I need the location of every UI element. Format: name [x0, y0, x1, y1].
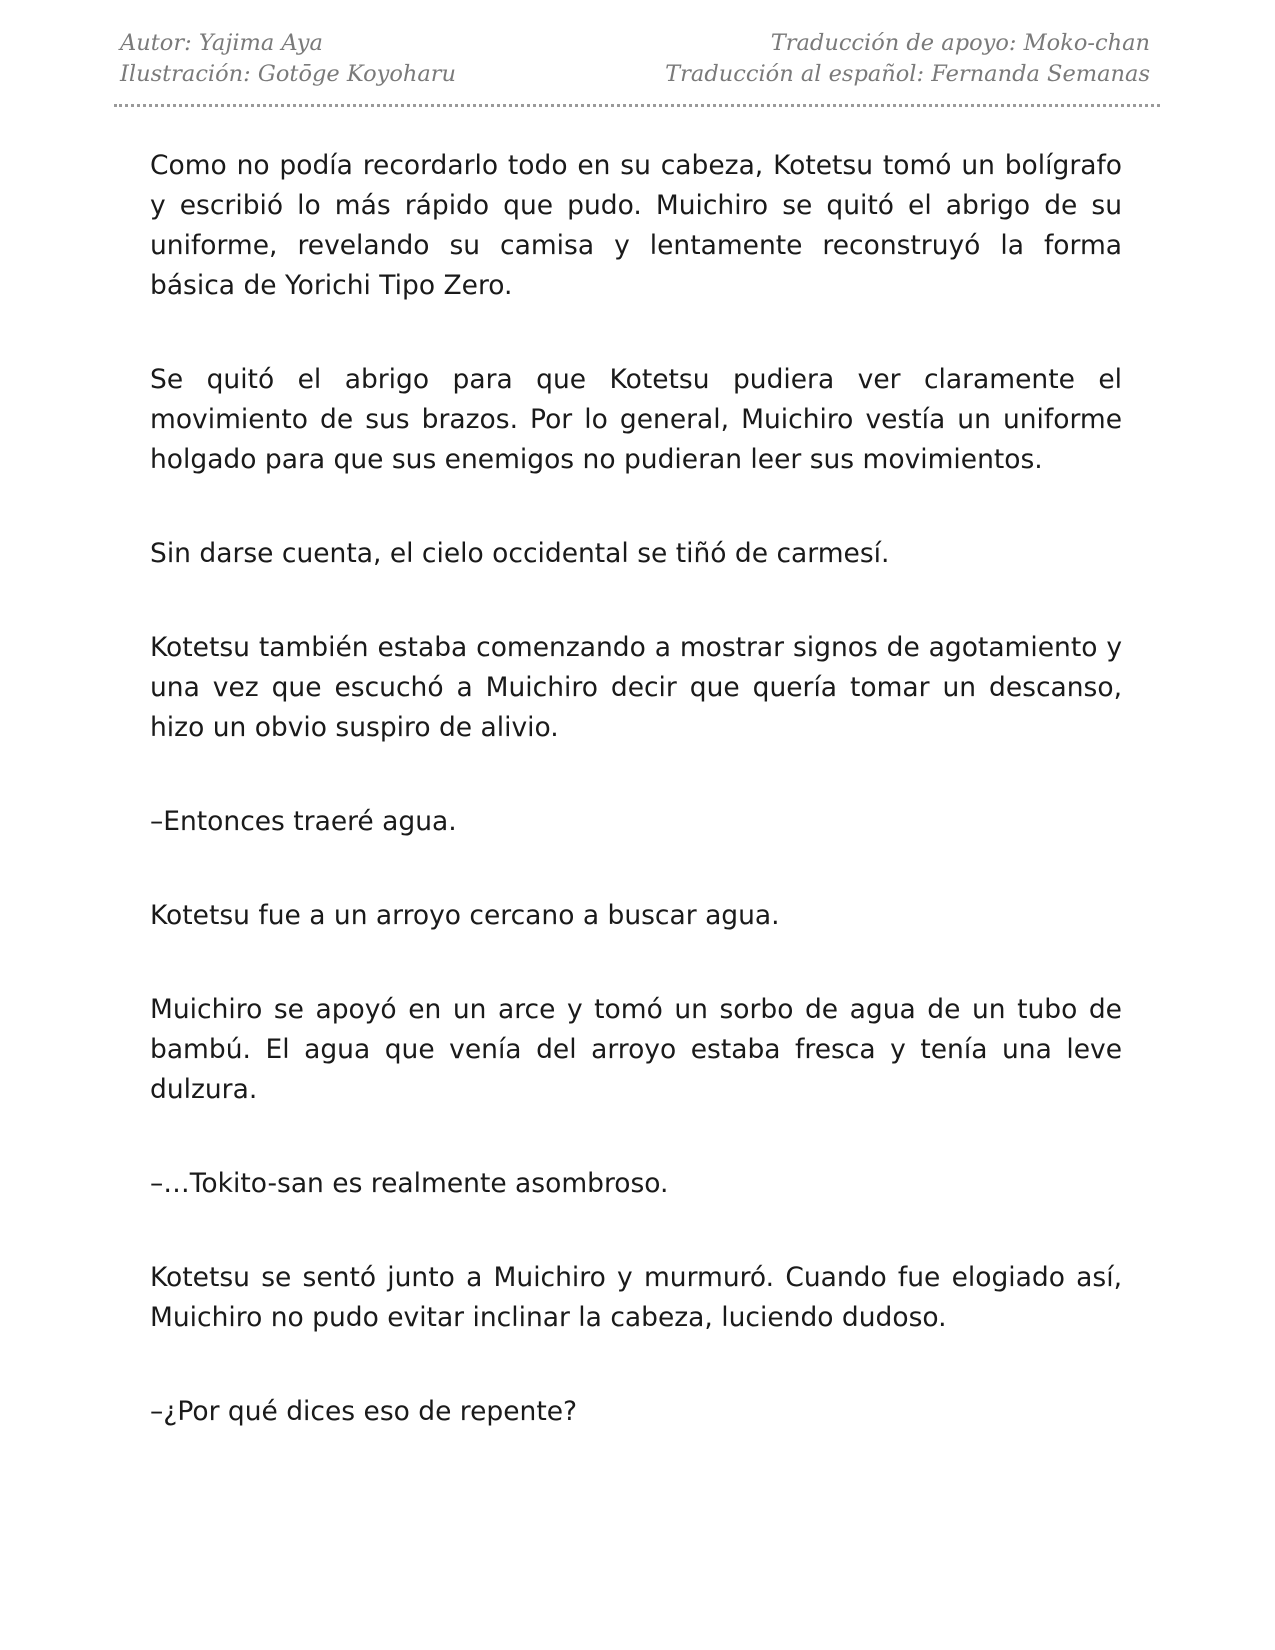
dialogue-line: –…Tokito-san es realmente asombroso. [150, 1168, 669, 1199]
paragraph: Como no podía recordarlo todo en su cabeza, Kotetsu tomó un bolígrafo y escribió lo más rápido que pudo. Muichiro se quitó el abrigo de su uniforme, revelando su camisa y lentamente reconstruyó la forma básica de Yorichi Tipo Zero. [150, 150, 1122, 301]
paragraph: Kotetsu fue a un arroyo cercano a buscar agua. [150, 900, 780, 931]
paragraph: Kotetsu también estaba comenzando a mostrar signos de agotamiento y una vez que escuchó a Muichiro decir que quería tomar un descanso, hizo un obvio suspiro de alivio. [150, 632, 1122, 743]
author-credit: Autor: Yajima Aya [120, 30, 323, 56]
paragraph: Muichiro se apoyó en un arce y tomó un sorbo de agua de un tubo de bambú. El agua que venía del arroyo estaba fresca y tenía una leve dulzura. [150, 994, 1122, 1105]
paragraph: Sin darse cuenta, el cielo occidental se tiñó de carmesí. [150, 538, 890, 569]
header-dotted-divider [114, 104, 1160, 107]
header-credits-left [120, 28, 456, 90]
dialogue-line: –¿Por qué dices eso de repente? [150, 1396, 578, 1427]
illustration-credit: Ilustración: Gotōge Koyoharu [120, 61, 457, 87]
paragraph: Se quitó el abrigo para que Kotetsu pudiera ver claramente el movimiento de sus brazos. Por lo general, Muichiro vestía un uniforme holgado para que sus enemigos no pudieran leer sus movimientos. [150, 364, 1122, 475]
dialogue-line: –Entonces traeré agua. [150, 806, 457, 837]
support-translation-credit: Traducción de apoyo: Moko-chan [770, 30, 1150, 56]
spanish-translation-credit: Traducción al español: Fernanda Semanas [665, 61, 1150, 87]
paragraph: Kotetsu se sentó junto a Muichiro y murmuró. Cuando fue elogiado así, Muichiro no pudo evitar inclinar la cabeza, luciendo dudoso. [150, 1262, 1122, 1333]
header-credits-right [665, 28, 1150, 90]
body-text [150, 146, 1122, 1486]
